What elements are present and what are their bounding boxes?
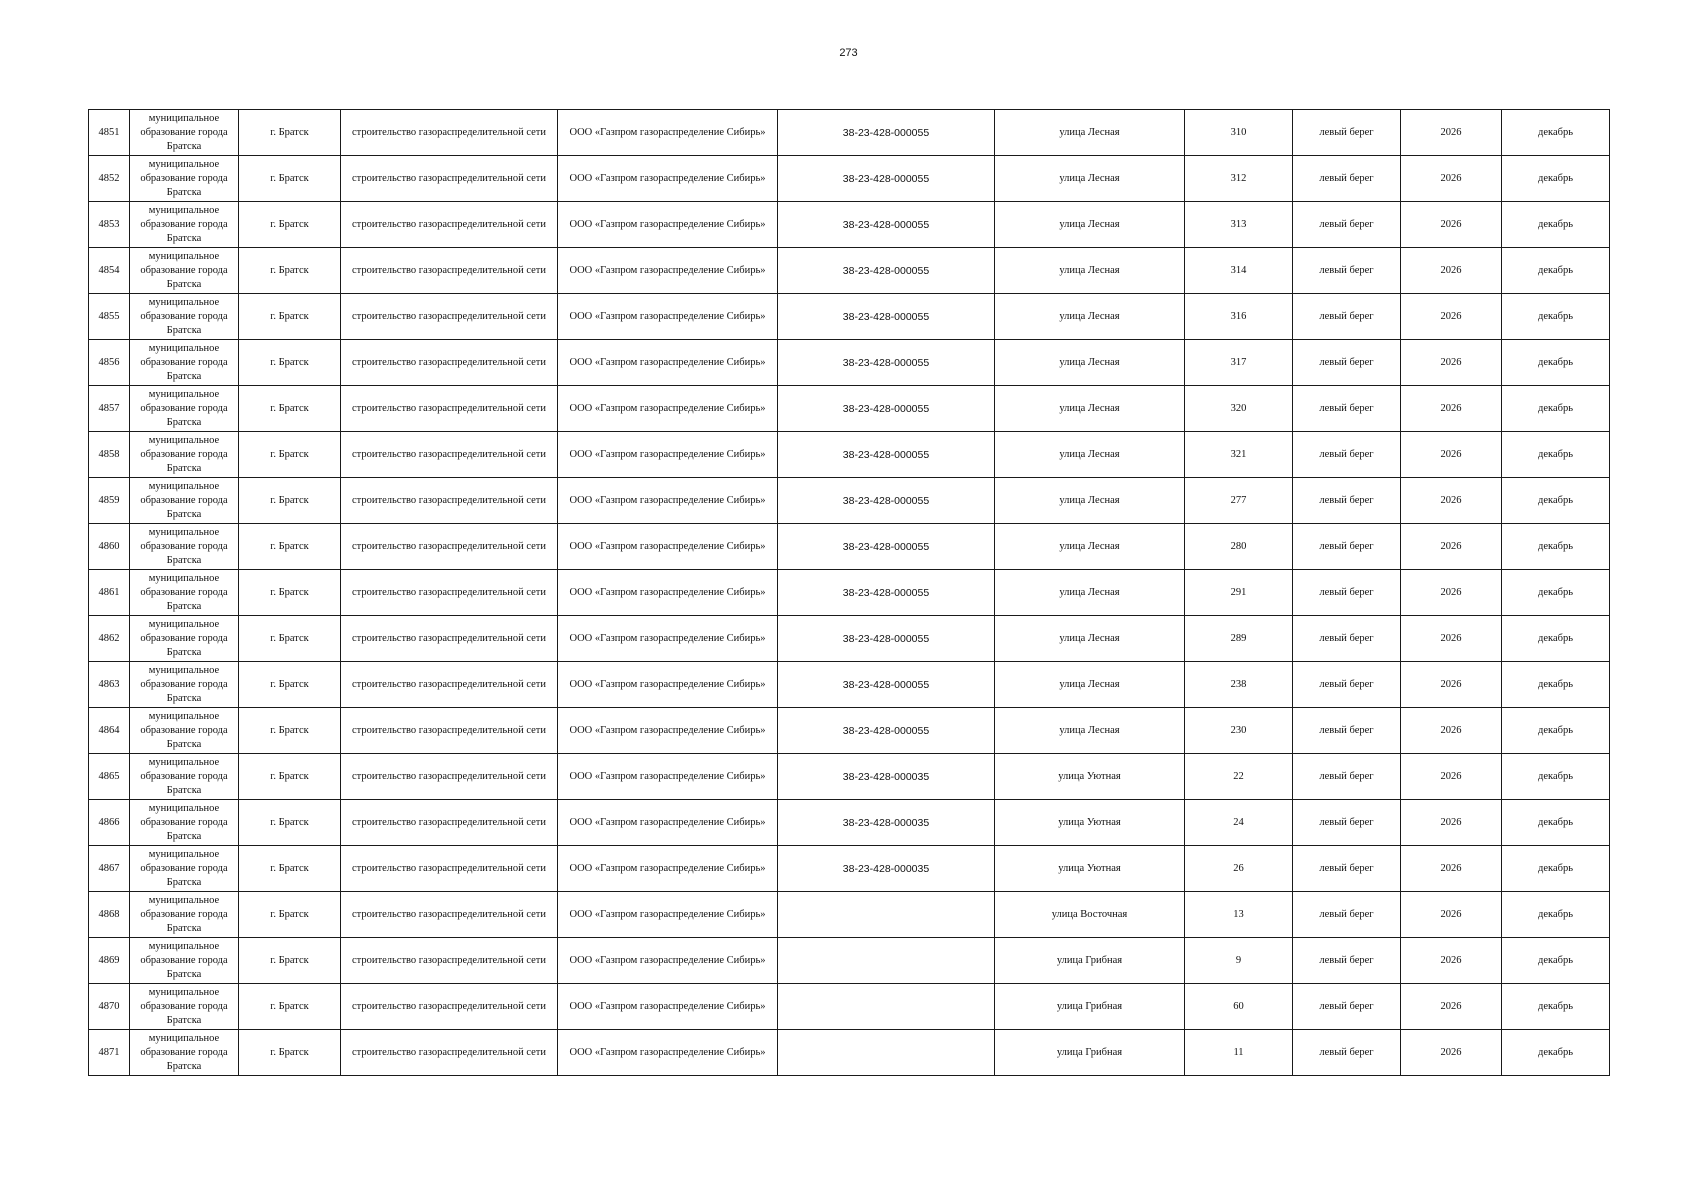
table-row [89,478,1610,524]
city-cell: г. Братск [239,294,341,340]
municipality-cell: муниципальное образование города Братска [130,248,239,294]
river-bank-cell: левый берег [1293,478,1401,524]
table-row [89,800,1610,846]
year-cell: 2026 [1401,570,1502,616]
object-code-cell: 38-23-428-000055 [778,662,995,708]
table-row [89,294,1610,340]
object-code-cell: 38-23-428-000035 [778,846,995,892]
company-cell: ООО «Газпром газораспределение Сибирь» [558,984,778,1030]
house-number-cell: 280 [1185,524,1293,570]
work-type-cell: строительство газораспределительной сети [341,524,558,570]
work-type-cell: строительство газораспределительной сети [341,156,558,202]
object-code-cell: 38-23-428-000055 [778,156,995,202]
municipality-cell: муниципальное образование города Братска [130,1030,239,1076]
company-cell: ООО «Газпром газораспределение Сибирь» [558,570,778,616]
house-number-cell: 312 [1185,156,1293,202]
municipality-cell: муниципальное образование города Братска [130,754,239,800]
street-cell: улица Грибная [995,984,1185,1030]
street-cell: улица Уютная [995,754,1185,800]
object-code-cell [778,938,995,984]
municipality-cell: муниципальное образование города Братска [130,846,239,892]
work-type-cell: строительство газораспределительной сети [341,1030,558,1076]
company-cell: ООО «Газпром газораспределение Сибирь» [558,110,778,156]
table-row [89,662,1610,708]
work-type-cell: строительство газораспределительной сети [341,984,558,1030]
month-cell: декабрь [1502,938,1610,984]
year-cell: 2026 [1401,616,1502,662]
city-cell: г. Братск [239,662,341,708]
object-code-cell: 38-23-428-000035 [778,800,995,846]
municipality-cell: муниципальное образование города Братска [130,294,239,340]
company-cell: ООО «Газпром газораспределение Сибирь» [558,800,778,846]
river-bank-cell: левый берег [1293,984,1401,1030]
month-cell: декабрь [1502,754,1610,800]
object-code-cell: 38-23-428-000055 [778,110,995,156]
object-code-cell: 38-23-428-000055 [778,340,995,386]
street-cell: улица Лесная [995,156,1185,202]
row-number: 4867 [89,846,130,892]
work-type-cell: строительство газораспределительной сети [341,110,558,156]
city-cell: г. Братск [239,800,341,846]
row-number: 4860 [89,524,130,570]
river-bank-cell: левый берег [1293,248,1401,294]
table-row [89,570,1610,616]
street-cell: улица Лесная [995,340,1185,386]
company-cell: ООО «Газпром газораспределение Сибирь» [558,754,778,800]
company-cell: ООО «Газпром газораспределение Сибирь» [558,156,778,202]
year-cell: 2026 [1401,846,1502,892]
table-row [89,1030,1610,1076]
table-row [89,156,1610,202]
table-row [89,524,1610,570]
table-row [89,754,1610,800]
work-type-cell: строительство газораспределительной сети [341,294,558,340]
month-cell: декабрь [1502,570,1610,616]
city-cell: г. Братск [239,110,341,156]
object-code-cell [778,1030,995,1076]
house-number-cell: 26 [1185,846,1293,892]
house-number-cell: 321 [1185,432,1293,478]
object-code-cell: 38-23-428-000055 [778,708,995,754]
company-cell: ООО «Газпром газораспределение Сибирь» [558,708,778,754]
gasification-table [88,109,1610,1076]
row-number: 4859 [89,478,130,524]
company-cell: ООО «Газпром газораспределение Сибирь» [558,892,778,938]
house-number-cell: 317 [1185,340,1293,386]
city-cell: г. Братск [239,570,341,616]
house-number-cell: 22 [1185,754,1293,800]
object-code-cell: 38-23-428-000055 [778,294,995,340]
year-cell: 2026 [1401,662,1502,708]
house-number-cell: 11 [1185,1030,1293,1076]
row-number: 4868 [89,892,130,938]
street-cell: улица Лесная [995,202,1185,248]
street-cell: улица Лесная [995,570,1185,616]
house-number-cell: 9 [1185,938,1293,984]
year-cell: 2026 [1401,754,1502,800]
house-number-cell: 24 [1185,800,1293,846]
municipality-cell: муниципальное образование города Братска [130,340,239,386]
house-number-cell: 310 [1185,110,1293,156]
work-type-cell: строительство газораспределительной сети [341,662,558,708]
month-cell: декабрь [1502,340,1610,386]
river-bank-cell: левый берег [1293,938,1401,984]
city-cell: г. Братск [239,202,341,248]
year-cell: 2026 [1401,294,1502,340]
month-cell: декабрь [1502,524,1610,570]
river-bank-cell: левый берег [1293,524,1401,570]
row-number: 4856 [89,340,130,386]
row-number: 4866 [89,800,130,846]
table-row [89,386,1610,432]
city-cell: г. Братск [239,846,341,892]
company-cell: ООО «Газпром газораспределение Сибирь» [558,846,778,892]
municipality-cell: муниципальное образование города Братска [130,524,239,570]
house-number-cell: 60 [1185,984,1293,1030]
year-cell: 2026 [1401,524,1502,570]
table-row [89,340,1610,386]
month-cell: декабрь [1502,386,1610,432]
house-number-cell: 314 [1185,248,1293,294]
city-cell: г. Братск [239,616,341,662]
row-number: 4870 [89,984,130,1030]
street-cell: улица Лесная [995,524,1185,570]
year-cell: 2026 [1401,800,1502,846]
month-cell: декабрь [1502,156,1610,202]
city-cell: г. Братск [239,478,341,524]
city-cell: г. Братск [239,938,341,984]
table-row [89,616,1610,662]
river-bank-cell: левый берег [1293,570,1401,616]
river-bank-cell: левый берег [1293,386,1401,432]
work-type-cell: строительство газораспределительной сети [341,708,558,754]
object-code-cell: 38-23-428-000055 [778,248,995,294]
object-code-cell [778,892,995,938]
street-cell: улица Уютная [995,800,1185,846]
object-code-cell [778,984,995,1030]
row-number: 4871 [89,1030,130,1076]
table-row [89,110,1610,156]
object-code-cell: 38-23-428-000035 [778,754,995,800]
municipality-cell: муниципальное образование города Братска [130,984,239,1030]
municipality-cell: муниципальное образование города Братска [130,202,239,248]
municipality-cell: муниципальное образование города Братска [130,662,239,708]
month-cell: декабрь [1502,1030,1610,1076]
street-cell: улица Восточная [995,892,1185,938]
municipality-cell: муниципальное образование города Братска [130,432,239,478]
river-bank-cell: левый берег [1293,800,1401,846]
house-number-cell: 313 [1185,202,1293,248]
house-number-cell: 238 [1185,662,1293,708]
company-cell: ООО «Газпром газораспределение Сибирь» [558,478,778,524]
year-cell: 2026 [1401,938,1502,984]
river-bank-cell: левый берег [1293,110,1401,156]
street-cell: улица Лесная [995,432,1185,478]
work-type-cell: строительство газораспределительной сети [341,754,558,800]
row-number: 4862 [89,616,130,662]
month-cell: декабрь [1502,202,1610,248]
city-cell: г. Братск [239,892,341,938]
municipality-cell: муниципальное образование города Братска [130,938,239,984]
city-cell: г. Братск [239,386,341,432]
row-number: 4851 [89,110,130,156]
street-cell: улица Лесная [995,294,1185,340]
row-number: 4855 [89,294,130,340]
municipality-cell: муниципальное образование города Братска [130,800,239,846]
object-code-cell: 38-23-428-000055 [778,524,995,570]
river-bank-cell: левый берег [1293,892,1401,938]
work-type-cell: строительство газораспределительной сети [341,892,558,938]
year-cell: 2026 [1401,1030,1502,1076]
year-cell: 2026 [1401,248,1502,294]
city-cell: г. Братск [239,708,341,754]
table-body [89,110,1610,1076]
work-type-cell: строительство газораспределительной сети [341,616,558,662]
house-number-cell: 291 [1185,570,1293,616]
company-cell: ООО «Газпром газораспределение Сибирь» [558,294,778,340]
river-bank-cell: левый берег [1293,616,1401,662]
year-cell: 2026 [1401,202,1502,248]
work-type-cell: строительство газораспределительной сети [341,478,558,524]
year-cell: 2026 [1401,110,1502,156]
street-cell: улица Лесная [995,248,1185,294]
river-bank-cell: левый берег [1293,294,1401,340]
company-cell: ООО «Газпром газораспределение Сибирь» [558,202,778,248]
month-cell: декабрь [1502,110,1610,156]
house-number-cell: 277 [1185,478,1293,524]
row-number: 4858 [89,432,130,478]
company-cell: ООО «Газпром газораспределение Сибирь» [558,616,778,662]
row-number: 4863 [89,662,130,708]
table-row [89,432,1610,478]
object-code-cell: 38-23-428-000055 [778,478,995,524]
row-number: 4861 [89,570,130,616]
city-cell: г. Братск [239,432,341,478]
table-row [89,984,1610,1030]
street-cell: улица Грибная [995,938,1185,984]
river-bank-cell: левый берег [1293,846,1401,892]
year-cell: 2026 [1401,156,1502,202]
street-cell: улица Лесная [995,478,1185,524]
table-row [89,248,1610,294]
municipality-cell: муниципальное образование города Братска [130,386,239,432]
month-cell: декабрь [1502,478,1610,524]
month-cell: декабрь [1502,708,1610,754]
city-cell: г. Братск [239,984,341,1030]
row-number: 4852 [89,156,130,202]
table-row [89,202,1610,248]
object-code-cell: 38-23-428-000055 [778,432,995,478]
month-cell: декабрь [1502,846,1610,892]
year-cell: 2026 [1401,432,1502,478]
municipality-cell: муниципальное образование города Братска [130,570,239,616]
object-code-cell: 38-23-428-000055 [778,386,995,432]
river-bank-cell: левый берег [1293,202,1401,248]
work-type-cell: строительство газораспределительной сети [341,340,558,386]
table-row [89,708,1610,754]
month-cell: декабрь [1502,616,1610,662]
year-cell: 2026 [1401,478,1502,524]
work-type-cell: строительство газораспределительной сети [341,938,558,984]
month-cell: декабрь [1502,294,1610,340]
month-cell: декабрь [1502,432,1610,478]
work-type-cell: строительство газораспределительной сети [341,386,558,432]
river-bank-cell: левый берег [1293,708,1401,754]
row-number: 4869 [89,938,130,984]
company-cell: ООО «Газпром газораспределение Сибирь» [558,248,778,294]
municipality-cell: муниципальное образование города Братска [130,156,239,202]
street-cell: улица Лесная [995,616,1185,662]
table-row [89,892,1610,938]
city-cell: г. Братск [239,1030,341,1076]
company-cell: ООО «Газпром газораспределение Сибирь» [558,662,778,708]
work-type-cell: строительство газораспределительной сети [341,800,558,846]
table-row [89,846,1610,892]
company-cell: ООО «Газпром газораспределение Сибирь» [558,340,778,386]
row-number: 4865 [89,754,130,800]
object-code-cell: 38-23-428-000055 [778,202,995,248]
page-number: 273 [839,47,858,59]
work-type-cell: строительство газораспределительной сети [341,248,558,294]
company-cell: ООО «Газпром газораспределение Сибирь» [558,432,778,478]
river-bank-cell: левый берег [1293,754,1401,800]
river-bank-cell: левый берег [1293,340,1401,386]
street-cell: улица Грибная [995,1030,1185,1076]
house-number-cell: 316 [1185,294,1293,340]
work-type-cell: строительство газораспределительной сети [341,202,558,248]
municipality-cell: муниципальное образование города Братска [130,708,239,754]
street-cell: улица Лесная [995,708,1185,754]
year-cell: 2026 [1401,984,1502,1030]
work-type-cell: строительство газораспределительной сети [341,846,558,892]
house-number-cell: 230 [1185,708,1293,754]
street-cell: улица Уютная [995,846,1185,892]
house-number-cell: 13 [1185,892,1293,938]
house-number-cell: 289 [1185,616,1293,662]
house-number-cell: 320 [1185,386,1293,432]
month-cell: декабрь [1502,984,1610,1030]
year-cell: 2026 [1401,708,1502,754]
object-code-cell: 38-23-428-000055 [778,616,995,662]
river-bank-cell: левый берег [1293,156,1401,202]
month-cell: декабрь [1502,800,1610,846]
month-cell: декабрь [1502,892,1610,938]
municipality-cell: муниципальное образование города Братска [130,892,239,938]
row-number: 4857 [89,386,130,432]
company-cell: ООО «Газпром газораспределение Сибирь» [558,938,778,984]
work-type-cell: строительство газораспределительной сети [341,432,558,478]
object-code-cell: 38-23-428-000055 [778,570,995,616]
street-cell: улица Лесная [995,110,1185,156]
table-row [89,938,1610,984]
city-cell: г. Братск [239,340,341,386]
year-cell: 2026 [1401,340,1502,386]
city-cell: г. Братск [239,524,341,570]
year-cell: 2026 [1401,892,1502,938]
month-cell: декабрь [1502,248,1610,294]
city-cell: г. Братск [239,248,341,294]
municipality-cell: муниципальное образование города Братска [130,616,239,662]
row-number: 4864 [89,708,130,754]
municipality-cell: муниципальное образование города Братска [130,478,239,524]
street-cell: улица Лесная [995,662,1185,708]
row-number: 4854 [89,248,130,294]
river-bank-cell: левый берег [1293,1030,1401,1076]
city-cell: г. Братск [239,754,341,800]
company-cell: ООО «Газпром газораспределение Сибирь» [558,524,778,570]
company-cell: ООО «Газпром газораспределение Сибирь» [558,1030,778,1076]
company-cell: ООО «Газпром газораспределение Сибирь» [558,386,778,432]
city-cell: г. Братск [239,156,341,202]
work-type-cell: строительство газораспределительной сети [341,570,558,616]
river-bank-cell: левый берег [1293,662,1401,708]
municipality-cell: муниципальное образование города Братска [130,110,239,156]
year-cell: 2026 [1401,386,1502,432]
row-number: 4853 [89,202,130,248]
month-cell: декабрь [1502,662,1610,708]
street-cell: улица Лесная [995,386,1185,432]
river-bank-cell: левый берег [1293,432,1401,478]
